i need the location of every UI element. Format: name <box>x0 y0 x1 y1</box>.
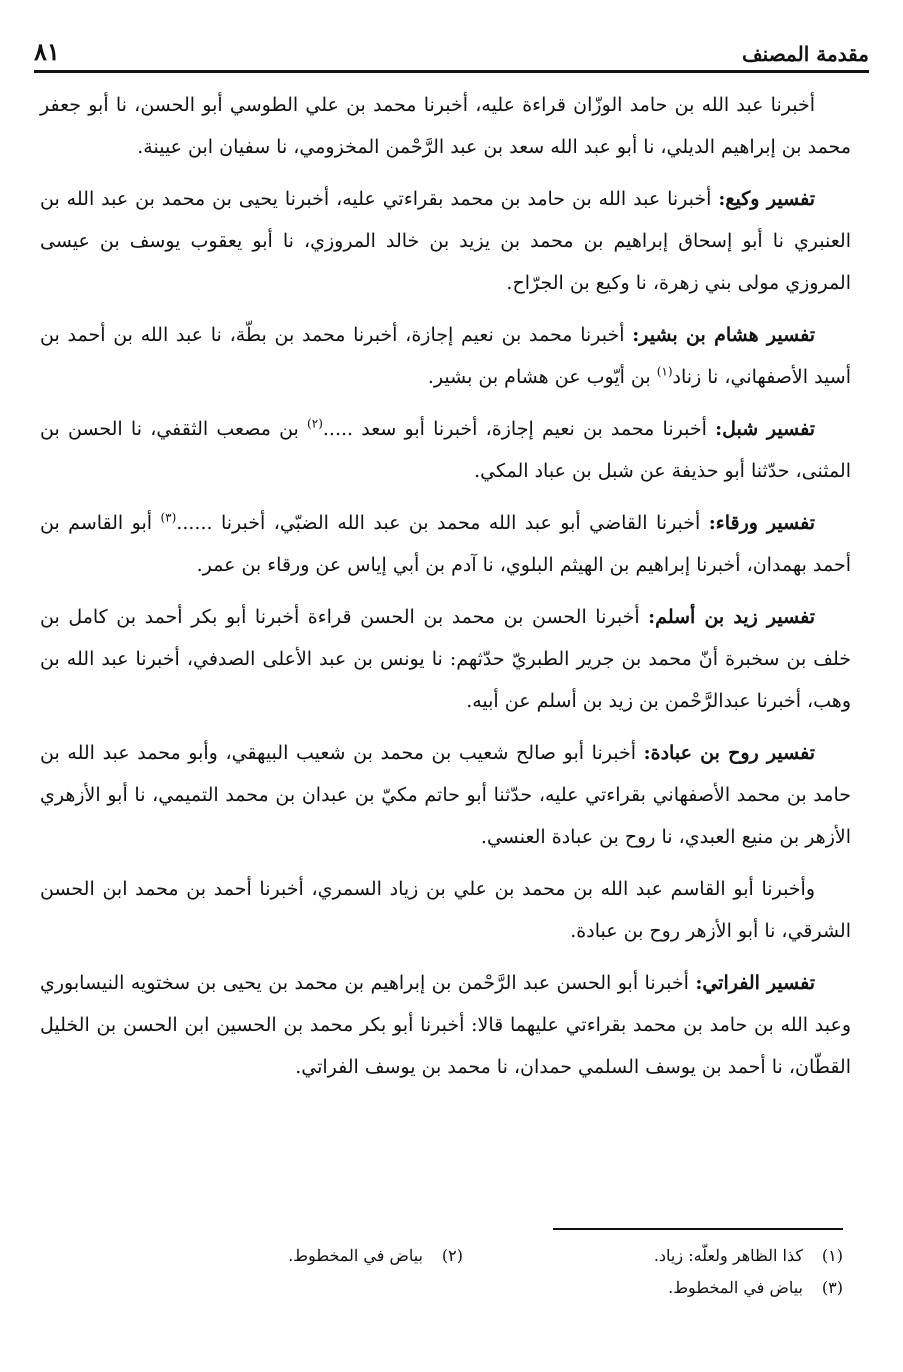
footnote-number: (١) <box>821 1246 843 1265</box>
paragraph-shibl <box>40 408 851 492</box>
page-header <box>34 22 869 73</box>
paragraph-text-continued: بن أيّوب عن هشام بن بشير. <box>427 366 657 388</box>
footnote-text: بياض في المخطوط. <box>288 1246 423 1265</box>
footnote-2 <box>83 1240 463 1272</box>
footnote-1 <box>463 1240 843 1272</box>
paragraph-text: أخبرنا الحسن بن محمد بن الحسن قراءة أخبرنا أبو بكر أحمد بن كامل بن خلف بن سخبرة أنّ محمد بن جرير الطبريّ حدّثهم: نا يونس بن عبد الأعلى الصدفي، أخبرنا عبد الله بن وهب، أخبرنا عبدالرَّحْمن بن زيد بن أسلم عن أبيه. <box>40 606 851 712</box>
section-term: تفسير شبل: <box>715 418 815 440</box>
footnote-number: (٢) <box>441 1246 463 1265</box>
section-term: تفسير روح بن عبادة: <box>643 742 815 764</box>
paragraph-text: وأخبرنا أبو القاسم عبد الله بن محمد بن علي بن زياد السمري، أخبرنا أحمد بن محمد ابن الحسن الشرقي، نا أبو الأزهر روح بن عبادة. <box>40 878 851 942</box>
footnote-mark: (٣) <box>160 510 177 525</box>
footnote-row <box>60 1240 843 1272</box>
paragraph-text: أخبرنا محمد بن نعيم إجازة، أخبرنا محمد بن بطّة، نا عبد الله بن أحمد بن أسيد الأصفهاني، نا زناد <box>40 324 851 388</box>
section-term: تفسير زيد بن أسلم: <box>648 606 815 628</box>
paragraph-text: أخبرنا عبد الله بن حامد بن محمد بقراءتي عليه، أخبرنا يحيى بن محمد بن عبد الله بن العنبري نا أبو إسحاق إبراهيم بن محمد بن يزيد بن خالد المروزي، نا أبو يعقوب يوسف بن عيسى المروزي مولى بني زهرة، نا وكيع بن الجرّاح. <box>40 188 851 294</box>
footnote-3 <box>463 1272 843 1304</box>
footnote-mark: (٢) <box>307 416 323 431</box>
paragraph-furati <box>40 962 851 1088</box>
paragraph-text: أخبرنا محمد بن نعيم إجازة، أخبرنا أبو سعد ..... <box>322 418 716 440</box>
footnotes <box>60 1240 843 1304</box>
section-term: تفسير الفراتي: <box>695 972 815 994</box>
page-number: ٨١ <box>34 37 60 66</box>
paragraph-warqa <box>40 502 851 586</box>
footnote-text: بياض في المخطوط. <box>668 1278 803 1297</box>
paragraph-1 <box>40 84 851 168</box>
paragraph-text: أخبرنا أبو الحسن عبد الرَّحْمن بن إبراهيم بن محمد بن يحيى بن سختويه النيسابوري وعبد الله بن حامد بن محمد بقراءتي عليهما قالا: أخبرنا أبو بكر محمد بن الحسين ابن الحسن بن الخليل القطّان، نا أحمد بن يوسف السلمي حمدان، نا محمد بن يوسف الفراتي. <box>40 972 851 1078</box>
footnote-number: (٣) <box>821 1278 843 1297</box>
footnote-row <box>60 1272 843 1304</box>
paragraph-zayd <box>40 596 851 722</box>
paragraph-waki <box>40 178 851 304</box>
footnote-separator <box>553 1228 843 1230</box>
paragraph-text: أخبرنا أبو صالح شعيب بن محمد بن شعيب البيهقي، وأبو محمد عبد الله بن حامد بن محمد الأصفهاني بقراءتي عليه، حدّثنا أبو حاتم مكيّ بن عبدان بن محمد التميمي، نا أبو الأزهري الأزهر بن منيع العبدي، نا روح بن عبادة العنسي. <box>40 742 851 848</box>
main-text <box>40 84 851 1098</box>
paragraph-text: أخبرنا القاضي أبو عبد الله محمد بن عبد الله الضبّي، أخبرنا ...... <box>176 512 709 534</box>
section-term: تفسير وكيع: <box>718 188 815 210</box>
paragraph-hisham <box>40 314 851 398</box>
paragraph-text: أخبرنا عبد الله بن حامد الوزّان قراءة عليه، أخبرنا محمد بن علي الطوسي أبو الحسن، نا أبو جعفر محمد بن إبراهيم الديلي، نا أبو عبد الله سعد بن عبد الرَّحْمن المخزومي، نا سفيان ابن عيينة. <box>40 94 851 158</box>
footnote-text: كذا الظاهر ولعلّه: زياد. <box>653 1246 803 1265</box>
running-title: مقدمة المصنف <box>741 42 869 66</box>
paragraph-text-continued: بن مصعب الثقفي، نا الحسن بن المثنى، حدّثنا أبو حذيفة عن شبل بن عباد المكي. <box>40 418 851 482</box>
paragraph-rawh <box>40 732 851 858</box>
section-term: تفسير ورقاء: <box>708 512 815 534</box>
footnote-mark: (١) <box>656 364 673 379</box>
section-term: تفسير هشام بن بشير: <box>632 324 815 346</box>
paragraph-rawh-2 <box>40 868 851 952</box>
paragraph-text-continued: أبو القاسم بن أحمد بهمدان، أخبرنا إبراهيم بن الهيثم البلوي، نا آدم بن أبي إياس عن ورقاء بن عمر. <box>40 512 851 576</box>
